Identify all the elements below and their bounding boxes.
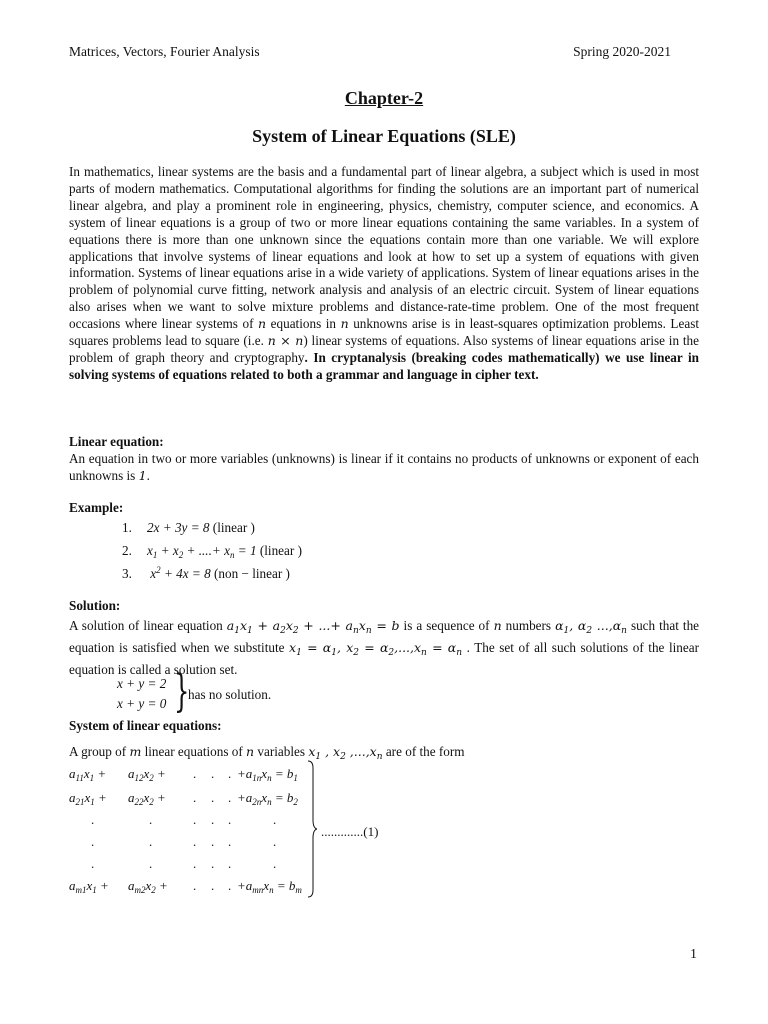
- solution-heading: Solution:: [69, 598, 121, 613]
- solution-paragraph: A solution of linear equation $a_1x_1 + a_2x_2$ + ...+ $a_nx_n = b$ is a sequence of n numbers $\alpha_1$, $\alpha_2$ $...,\alpha_n$ such that the equation is satisfied when we substitute $x_1 = \alpha_1$, $x_2 = \alpha_2,...,x_n = \alpha_n$ . The set of all such solutions of the linear equation is called a solution set.: [69, 618, 700, 677]
- alpha-sequence: $\alpha_1$, $\alpha_2$ $...,\alpha_n$: [555, 618, 627, 636]
- page-title: System of Linear Equations (SLE): [252, 126, 516, 146]
- system-intro: A group of m linear equations of n variables $x_1$ , $x_2$ $,...,x_n$ are of the form: [69, 744, 465, 762]
- no-solution-equation-1: x + y = 2: [117, 676, 167, 691]
- document-page: Matrices, Vectors, Fourier Analysis Spring 2020-2021 Chapter-2 System of Linear Equations (SLE) In mathematics, linear systems are the basis and a fundamental part of linear algebra, a subject which is used in most parts of modern mathematics. Computational algorithms for finding the solutions are an important part of numerical linear algebra, and play a prominent role in engineering, physics, chemistry, computer science, and economics. A system of linear equations is a group of two or more linear equations containing the same variables. In a system of equations there is more than one unknown since the equations contain more than one variable. We will explore applications that involve systems of linear equations and look at how to set up a system of equations with given information. Systems of linear equations arise in a wide variety of applications. System of linear equations arises in the problem of polynomial curve fitting, network analysis and analysis of an electric circuit. System of linear equations also arises when we want to solve mixture problems and distance-rate-time problem. One of the most frequent occasions where linear systems of n equations in n unknowns arise is in least-squares optimization problems. Least squares problems lead to square (i.e. n × n) linear systems of equations. Also systems of linear equations arise in the problem of graph theory and cryptography. In cryptanalysis (breaking codes mathematically) we use linear in solving systems of equations related to both a grammar and language in cipher text. Linear equation: An equation in two or more variables (unknowns) is linear if it contains no products of unknowns or exponent of each unknowns is 1. Example: 1. 2x + 3y = 8 (linear ) 2. $x_1 + x_2$ + ....+ $x_n = 1$ (linear ) 3. $x^2 + 4x = 8$ (non − linear ) Solution: A solution of linear equation $a_1x_1 + a_2x_2$ + ...+ $a_nx_n = b$ is a sequence of n numbers $\alpha_1$, $\alpha_2$ $...,\alpha_n$ such that the equation is satisfied when we substitute $x_1 = \alpha_1$, $x_2 = \alpha_2,...,x_n = \alpha_n$ . The set of all such solutions of the linear equation is called a solution set. x + y = 2 x + y = 0 } has no solution. System of linear equations: A group of m linear equations of n variables $x_1$ , $x_2$ $,...,x_n$ are of the form $a_{11}x_1$ + $a_{12}x_2$ + . . . $+a_{1n}x_n = b_1$ $a_{21}x_1$ + $a_{22}x_2$ + . . . $+a_{2n}x_n = b_2$ . . . . . . . . . . . . . . . . . . $a_{m1}x_1$ + $a_{m2}x_2$ + . . . $+a_{mn}x_n = b_m$ .............(1) 1: [0, 0, 768, 1024]
- linear-equation-heading: Linear equation:: [69, 434, 164, 449]
- example-list: [122, 516, 302, 585]
- linear-equation-definition: An equation in two or more variables (unknowns) is linear if it contains no products of unknowns or exponent of each unknowns is 1.: [69, 451, 699, 483]
- list-item: 1. 2x + 3y = 8 (linear ): [122, 520, 255, 535]
- list-item: 3. $x^2 + 4x = 8$ (non − linear ): [122, 565, 290, 581]
- header-semester: Spring 2020-2021: [573, 44, 671, 59]
- substitution: $x_1 = \alpha_1$, $x_2 = \alpha_2,...,x_n = \alpha_n$: [289, 640, 463, 658]
- example-heading: Example:: [69, 500, 124, 515]
- no-solution-equation-2: x + y = 0: [117, 696, 167, 711]
- header-course-title: Matrices, Vectors, Fourier Analysis: [69, 44, 260, 59]
- example-equation: 2x + 3y = 8 (linear ): [147, 520, 255, 535]
- example-equation: $x^2 + 4x = 8$ (non − linear ): [150, 565, 290, 581]
- right-brace-icon: [307, 760, 317, 898]
- variable-list: $x_1$ , $x_2$ $,...,x_n$: [308, 744, 383, 762]
- no-solution-text: has no solution.: [188, 687, 272, 702]
- system-heading: System of linear equations:: [69, 718, 222, 733]
- solution-equation: $a_1x_1 + a_2x_2$ + ...+ $a_nx_n = b$: [226, 618, 400, 636]
- right-brace-icon: }: [174, 666, 190, 717]
- chapter-heading: Chapter-2: [344, 88, 424, 108]
- page-number: 1: [690, 947, 697, 962]
- list-item: 2. $x_1 + x_2$ + ....+ $x_n = 1$ (linear ): [122, 543, 302, 560]
- intro-paragraph: In mathematics, linear systems are the basis and a fundamental part of linear algebra, a subject which is used in most parts of modern mathematics. Computational algorithms for finding the solutions are an important part of numerical linear algebra, and play a prominent role in engineering, physics, chemistry, computer science, and economics. A system of linear equations is a group of two or more linear equations containing the same variables. In a system of equations there is more than one unknown since the equations contain more than one variable. We will explore applications that involve systems of linear equations and look at how to set up a system of equations with given information. Systems of linear equations arise in a wide variety of applications. System of linear equations arises in the problem of polynomial curve fitting, network analysis and analysis of an electric circuit. System of linear equations also arises when we want to solve mixture problems and distance-rate-time problem. One of the most frequent occasions where linear systems of n equations in n unknowns arise is in least-squares optimization problems. Least squares problems lead to square (i.e. n × n) linear systems of equations. Also systems of linear equations arise in the problem of graph theory and cryptography. In cryptanalysis (breaking codes mathematically) we use linear in solving systems of equations related to both a grammar and language in cipher text.: [69, 164, 700, 382]
- example-equation: $x_1 + x_2$ + ....+ $x_n = 1$ (linear ): [147, 543, 302, 560]
- equation-label: .............(1): [321, 824, 379, 839]
